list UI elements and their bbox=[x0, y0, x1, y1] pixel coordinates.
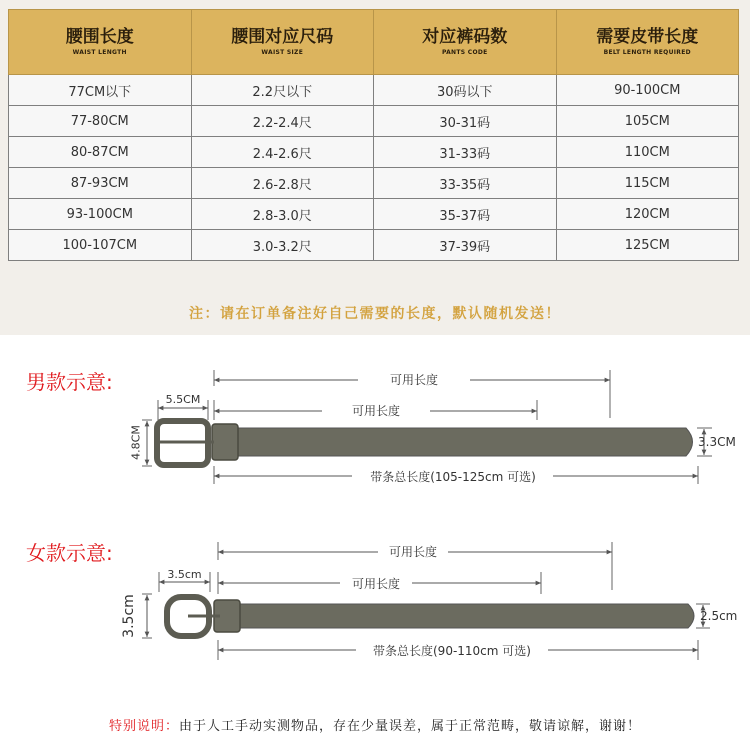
table-cell: 3.0-3.2尺 bbox=[191, 230, 374, 261]
table-cell: 37-39码 bbox=[374, 230, 557, 261]
header-belt-length: 需要皮带长度 BELT LENGTH REQUIRED bbox=[556, 10, 739, 75]
table-cell: 115CM bbox=[556, 168, 739, 199]
men-buckle-width-label: 5.5CM bbox=[165, 393, 201, 406]
table-cell: 105CM bbox=[556, 106, 739, 137]
table-cell: 2.2尺以下 bbox=[191, 75, 374, 106]
table-cell: 35-37码 bbox=[374, 199, 557, 230]
men-belt-loop-icon bbox=[212, 424, 238, 460]
table-cell: 2.2-2.4尺 bbox=[191, 106, 374, 137]
men-section-title: 男款示意: bbox=[26, 370, 113, 394]
women-usable-length-long-label: 可用长度 bbox=[388, 545, 437, 559]
table-cell: 90-100CM bbox=[556, 75, 739, 106]
women-usable-length-short-label: 可用长度 bbox=[351, 577, 400, 591]
footer-label: 特别说明： bbox=[108, 719, 179, 734]
footer-text: 由于人工手动实测物品，存在少量误差，属于正常范畴，敬请谅解，谢谢！ bbox=[179, 719, 642, 734]
table-cell: 125CM bbox=[556, 230, 739, 261]
women-strap-width-label: 2.5cm bbox=[700, 609, 738, 623]
header-waist-length: 腰围长度 WAIST LENGTH bbox=[9, 10, 192, 75]
footer-disclaimer bbox=[0, 715, 750, 734]
table-cell: 2.4-2.6尺 bbox=[191, 137, 374, 168]
men-height-label: 4.8CM bbox=[129, 425, 143, 460]
women-height-label: 3.5cm bbox=[121, 594, 137, 638]
table-cell: 100-107CM bbox=[9, 230, 192, 261]
header-pants-code: 对应裤码数 PANTS CODE bbox=[374, 10, 557, 75]
men-usable-length-short-label: 可用长度 bbox=[351, 404, 400, 418]
header-waist-size: 腰围对应尺码 WAIST SIZE bbox=[191, 10, 374, 75]
table-cell: 30码以下 bbox=[374, 75, 557, 106]
table-cell: 2.8-3.0尺 bbox=[191, 199, 374, 230]
table-cell: 2.6-2.8尺 bbox=[191, 168, 374, 199]
men-total-length-label: 带条总长度(105-125cm 可选) bbox=[370, 470, 536, 484]
women-total-length-label: 带条总长度(90-110cm 可选) bbox=[373, 644, 531, 658]
women-buckle-width-label: 3.5cm bbox=[167, 568, 202, 581]
table-cell: 30-31码 bbox=[374, 106, 557, 137]
men-usable-length-long-label: 可用长度 bbox=[389, 373, 438, 387]
table-cell: 77CM以下 bbox=[9, 75, 192, 106]
table-cell: 110CM bbox=[556, 137, 739, 168]
table-cell: 33-35码 bbox=[374, 168, 557, 199]
table-cell: 80-87CM bbox=[9, 137, 192, 168]
table-cell: 87-93CM bbox=[9, 168, 192, 199]
table-cell: 77-80CM bbox=[9, 106, 192, 137]
women-belt-strap-icon bbox=[226, 604, 694, 628]
men-belt-strap-icon bbox=[224, 428, 693, 456]
women-section-title: 女款示意: bbox=[26, 541, 113, 565]
table-cell: 31-33码 bbox=[374, 137, 557, 168]
table-cell: 120CM bbox=[556, 199, 739, 230]
order-note: 注：请在订单备注好自己需要的长度，默认随机发送！ bbox=[189, 306, 561, 322]
men-strap-width-label: 3.3CM bbox=[698, 435, 736, 449]
table-cell: 93-100CM bbox=[9, 199, 192, 230]
